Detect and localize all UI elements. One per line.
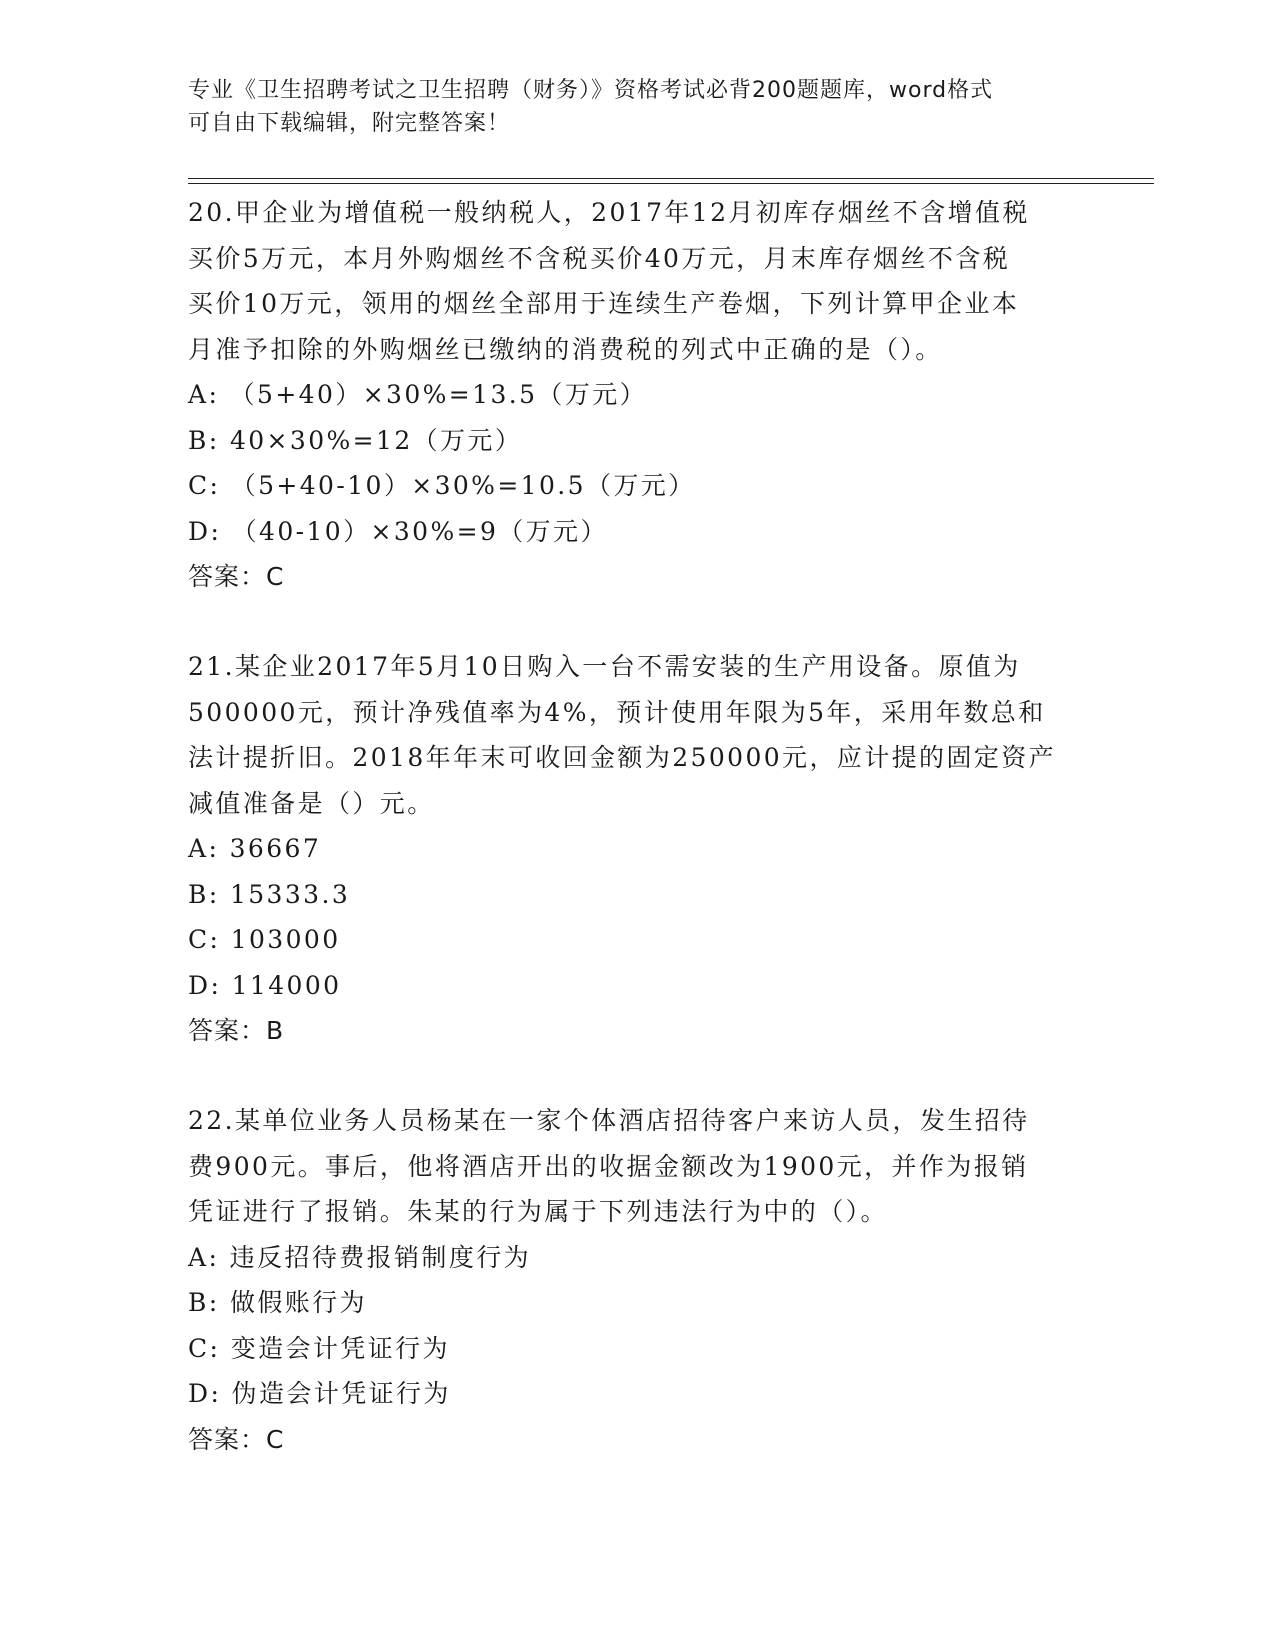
answer: 答案：B — [188, 1016, 285, 1045]
option-a: A: 36667 — [188, 834, 322, 863]
option-c: C: 变造会计凭证行为 — [188, 1333, 450, 1363]
question-stem-line: 减值准备是（）元。 — [188, 788, 435, 818]
header-divider-bottom — [188, 183, 1154, 184]
option-c: C: 103000 — [188, 925, 341, 954]
question-stem-line: 20.甲企业为增值税一般纳税人，2017年12月初库存烟丝不含增值税 — [188, 198, 1030, 227]
question-22 — [188, 1098, 1088, 1462]
option-d: D: （40-10）×30%=9（万元） — [188, 516, 608, 546]
option-d: D: 114000 — [188, 970, 342, 1000]
header-line-1: 专业《卫生招聘考试之卫生招聘（财务）》资格考试必背200题题库，word格式 — [188, 78, 994, 103]
question-stem-line: 买价5万元，本月外购烟丝不含税买价40万元，月末库存烟丝不含税 — [188, 243, 1011, 273]
question-stem-line: 21.某企业2017年5月10日购入一台不需安装的生产用设备。原值为 — [188, 652, 1021, 681]
question-stem-line: 22.某单位业务人员杨某在一家个体酒店招待客户来访人员，发生招待 — [188, 1106, 1030, 1135]
question-21 — [188, 644, 1088, 1054]
answer: 答案：C — [188, 1424, 285, 1454]
option-b: B: 做假账行为 — [188, 1288, 367, 1317]
option-d: D: 伪造会计凭证行为 — [188, 1379, 451, 1408]
option-b: B: 40×30%=12（万元） — [188, 425, 523, 455]
option-a: A: （5+40）×30%=13.5（万元） — [188, 380, 648, 409]
answer: 答案：C — [188, 562, 285, 591]
question-stem-line: 月准予扣除的外购烟丝已缴纳的消费税的列式中正确的是（）。 — [188, 334, 943, 364]
question-stem-line: 凭证进行了报销。朱某的行为属于下列违法行为中的（）。 — [188, 1197, 888, 1226]
question-20 — [188, 190, 1088, 600]
document-header — [188, 74, 1068, 140]
question-stem-line: 费900元。事后，他将酒店开出的收据金额改为1900元，并作为报销 — [188, 1151, 1029, 1181]
question-stem-line: 500000元，预计净残值率为4%，预计使用年限为5年，采用年数总和 — [188, 697, 1046, 727]
option-a: A: 违反招待费报销制度行为 — [188, 1242, 532, 1272]
question-stem-line: 买价10万元，领用的烟丝全部用于连续生产卷烟，下列计算甲企业本 — [188, 289, 1020, 318]
header-divider-top — [188, 178, 1154, 179]
header-line-2: 可自由下载编辑，附完整答案！ — [188, 111, 511, 136]
question-stem-line: 法计提折旧。2018年年末可收回金额为250000元，应计提的固定资产 — [188, 743, 1057, 772]
option-b: B: 15333.3 — [188, 879, 351, 909]
option-c: C: （5+40-10）×30%=10.5（万元） — [188, 471, 696, 500]
